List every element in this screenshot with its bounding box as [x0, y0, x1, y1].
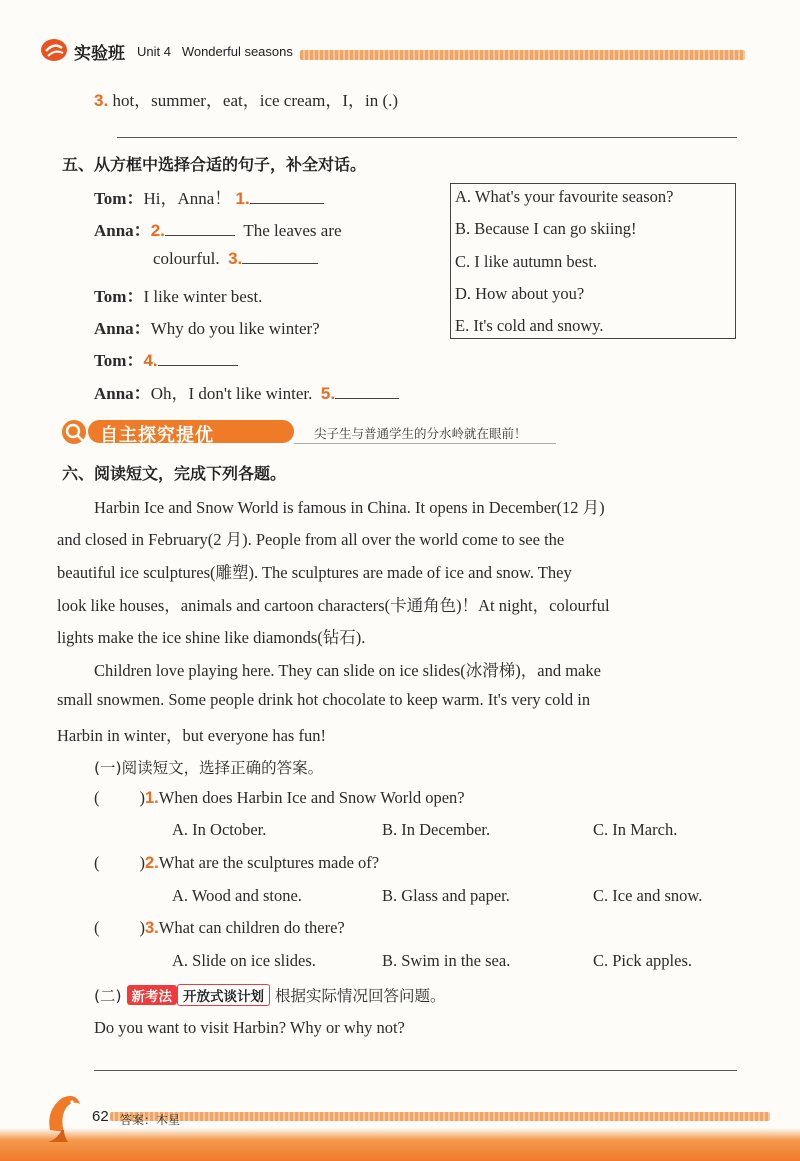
answer-line[interactable] — [117, 137, 737, 138]
passage-line: Harbin Ice and Snow World is famous in China. It opens in December(12 月) — [94, 498, 605, 517]
choice[interactable]: C. Ice and snow. — [593, 886, 703, 905]
option-b: B. Because I can go skiing! — [455, 219, 637, 238]
series-title: 实验班 — [74, 44, 125, 63]
banner-underline — [294, 443, 556, 444]
part2-instruction: 根据实际情况回答问题。 — [274, 987, 446, 1005]
speaker: Anna： — [94, 319, 151, 338]
dialog-text: Hi，Anna！ — [143, 189, 232, 208]
blank-number: 4. — [143, 351, 158, 370]
option-a: A. What's your favourite season? — [455, 187, 674, 206]
choice[interactable]: B. In December. — [382, 820, 491, 839]
part2-prefix: (二) — [94, 987, 122, 1005]
book-logo-icon — [40, 36, 68, 62]
choice[interactable]: B. Swim in the sea. — [382, 951, 511, 970]
question-number: 2. — [145, 854, 159, 872]
dialog-line — [153, 249, 318, 269]
option-e: E. It's cold and snowy. — [455, 316, 604, 335]
passage-line: look like houses，animals and cartoon characters(卡通角色)！At night，colourful — [57, 596, 610, 615]
answer-blank[interactable] — [335, 384, 399, 399]
new-method-tag: 新考法 — [127, 985, 178, 1005]
dialog-text: The leaves are — [243, 221, 342, 240]
question-number: 3. — [145, 919, 159, 937]
dialog-line — [94, 216, 342, 241]
footer-stripe — [110, 1112, 770, 1121]
passage-line: and closed in February(2 月). People from all over the world come to see the — [57, 530, 565, 549]
dialog-text: Oh，I don't like winter. — [150, 384, 313, 403]
question-text: When does Harbin Ice and Snow World open? — [158, 788, 465, 807]
blank-number: 5. — [320, 384, 336, 403]
answer-blank[interactable] — [242, 249, 318, 264]
page-number: 62 — [92, 1108, 109, 1125]
scramble-number: 3. — [94, 91, 109, 110]
blank-number: 3. — [228, 249, 243, 268]
speaker: Anna： — [94, 384, 151, 403]
section6-heading: 六、阅读短文，完成下列各题。 — [62, 464, 287, 483]
unit-number: Unit 4 — [137, 44, 171, 59]
answer-paren[interactable] — [100, 854, 140, 868]
choice[interactable]: A. Wood and stone. — [172, 886, 302, 905]
dialog-text: Why do you like winter? — [150, 319, 320, 338]
open-question: Do you want to visit Harbin? Why or why not? — [94, 1018, 405, 1037]
blank-number: 2. — [150, 221, 165, 240]
choice[interactable]: A. Slide on ice slides. — [172, 951, 316, 970]
answer-blank[interactable] — [165, 221, 235, 236]
unit-title: Wonderful seasons — [181, 44, 293, 59]
section5-heading: 五、从方框中选择合适的句子，补全对话。 — [62, 155, 367, 174]
question-text: What are the sculptures made of? — [158, 853, 380, 872]
dialog-line — [94, 314, 320, 339]
passage-line: Harbin in winter，but everyone has fun! — [57, 726, 326, 745]
choice[interactable]: C. In March. — [593, 820, 678, 839]
blank-number: 1. — [235, 189, 250, 208]
dialog-line — [94, 184, 324, 209]
question: ( )3.What can children do there? — [94, 918, 345, 937]
speaker: Tom： — [94, 351, 144, 370]
question: ( )1.When does Harbin Ice and Snow World open? — [94, 788, 465, 807]
header-stripe — [300, 50, 745, 60]
answer-line[interactable] — [94, 1070, 737, 1071]
question: ( )2.What are the sculptures made of? — [94, 853, 380, 872]
choice[interactable]: C. Pick apples. — [593, 951, 692, 970]
dialog-line — [94, 346, 238, 371]
open-plan-tag: 开放式谈计划 — [177, 984, 270, 1006]
answer-paren[interactable] — [100, 919, 140, 933]
choice[interactable]: B. Glass and paper. — [382, 886, 510, 905]
dialog-text: I like winter best. — [143, 287, 263, 306]
unit-label — [137, 44, 293, 59]
dialog-text: colourful. — [153, 249, 220, 268]
answer-note: 答案：木星 — [120, 1113, 181, 1127]
question-text: What can children do there? — [158, 918, 345, 937]
dialog-line — [94, 379, 399, 404]
section-banner — [60, 419, 527, 446]
scramble-item — [94, 86, 398, 111]
passage-line: beautiful ice sculptures(雕塑). The sculptures are made of ice and snow. They — [57, 563, 572, 582]
banner-subtitle: 尖子生与普通学生的分水岭就在眼前！ — [314, 426, 527, 441]
choice[interactable]: A. In October. — [172, 820, 267, 839]
options-box — [450, 183, 736, 339]
dolphin-mascot-icon — [42, 1090, 86, 1146]
part1-heading: (一)阅读短文，选择正确的答案。 — [94, 759, 324, 777]
part2-heading — [94, 984, 446, 1006]
dialog-line — [94, 282, 262, 307]
option-c: C. I like autumn best. — [455, 252, 598, 271]
answer-blank[interactable] — [250, 189, 324, 204]
answer-paren[interactable] — [100, 789, 140, 803]
speaker: Tom： — [94, 189, 144, 208]
banner-title: 自主探究提优 — [100, 425, 214, 446]
speaker: Anna： — [94, 221, 151, 240]
option-d: D. How about you? — [455, 284, 585, 303]
question-number: 1. — [145, 789, 159, 807]
passage-line: lights make the ice shine like diamonds(钻石). — [57, 628, 366, 647]
passage-line: Children love playing here. They can slide on ice slides(冰滑梯)，and make — [94, 661, 601, 680]
speaker: Tom： — [94, 287, 144, 306]
scramble-words: hot，summer，eat，ice cream，I，in (.) — [112, 91, 399, 110]
answer-blank[interactable] — [158, 351, 238, 366]
passage-line: small snowmen. Some people drink hot chocolate to keep warm. It's very cold in — [57, 690, 591, 709]
